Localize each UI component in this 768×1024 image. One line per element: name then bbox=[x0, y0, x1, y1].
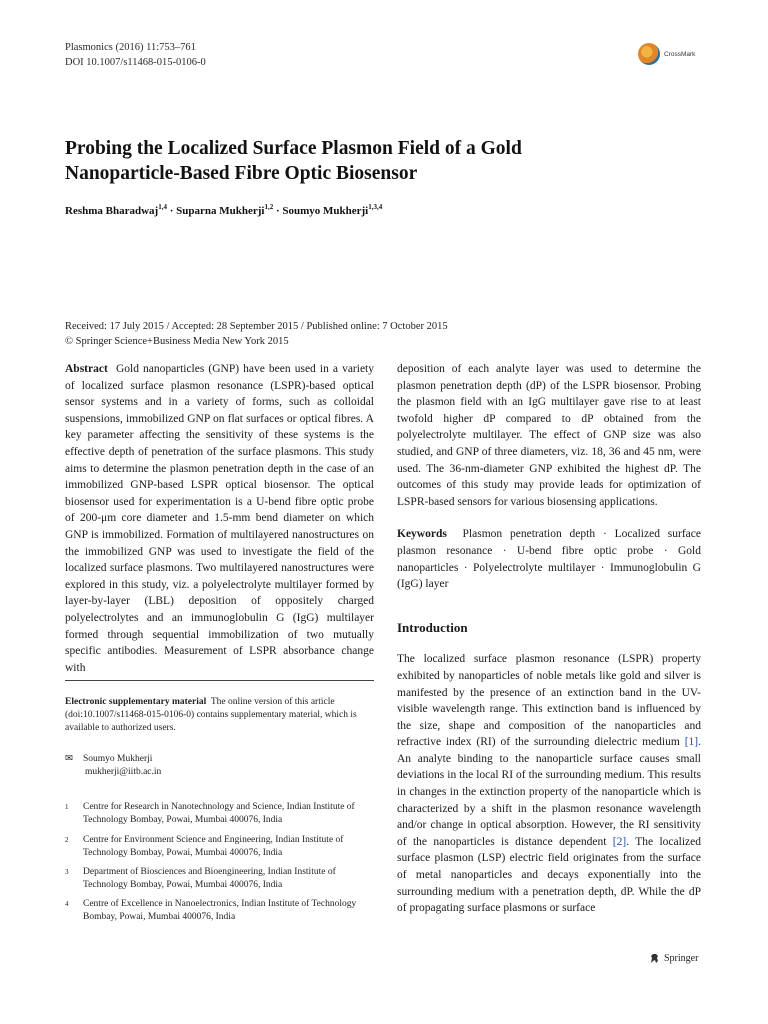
contact-email[interactable]: mukherji@iitb.ac.in bbox=[85, 767, 162, 777]
keywords-heading: Keywords bbox=[397, 528, 447, 541]
abstract-column bbox=[65, 361, 374, 676]
crossmark-label: CrossMark bbox=[664, 50, 696, 58]
springer-wordmark: Springer bbox=[664, 953, 699, 964]
journal-citation: Plasmonics (2016) 11:753–761 bbox=[65, 42, 196, 53]
doi-line: DOI 10.1007/s11468-015-0106-0 bbox=[65, 57, 206, 68]
affiliation-text: Centre for Research in Nanotechnology and Science, Indian Institute of Technology Bombay, Powai, Mumbai 400076, India bbox=[83, 802, 355, 825]
affiliation-text: Department of Biosciences and Bioengineering, Indian Institute of Technology Bombay, Powai, Mumbai 400076, India bbox=[83, 867, 336, 890]
keywords-body: Plasmon penetration depth · Localized surface plasmon resonance · U-bend fibre optic probe · Gold nanoparticles · Polyelectrolyte multilayer · Immunoglobulin G (IgG) layer bbox=[397, 528, 701, 591]
footnote-divider bbox=[65, 680, 374, 681]
publication-dates bbox=[65, 320, 448, 349]
abstract-body: Gold nanoparticles (GNP) have been used in a variety of localized surface plasmon resonance (LSPR)-based optical sensor systems and in a variety of forms, such as colloidal suspensions, immobilized GNP on flat surfaces or optical fibres. A key parameter affecting the sensitivity of these systems is the effective depth of penetration of the surface plasmons. This study aims to determine the plasmon penetration depth in the case of an immobilized GNP-based LSPR optical biosensor. The optical biosensor used for experimentation is a U-bend fibre optic probe of 200-μm core diameter and 1.5-mm bend diameter on which GNP is immobilized. Formation of multilayered nanostructures on the immobilized GNP was used to investigate the field of the localized surface plasmons. Two multilayered nanostructures were explored in this study, viz. a polyelectrolyte multilayer formed by layer-by-layer (LBL) deposition of oppositely charged polyelectrolytes and an immunoglobulin G (IgG) multilayer formed through sequential immobilization of two mutually specific antibodies. Measurement of LSPR absorbance change with bbox=[65, 363, 374, 674]
copyright-line: © Springer Science+Business Media New York 2015 bbox=[65, 335, 289, 347]
author-separator: · bbox=[273, 205, 283, 217]
esm-note bbox=[65, 696, 374, 735]
corresponding-author bbox=[65, 753, 161, 779]
title-line-2: Nanoparticle-Based Fibre Optic Biosensor bbox=[65, 163, 418, 184]
author-affiliation-sup: 1,3,4 bbox=[368, 203, 383, 211]
journal-header bbox=[65, 40, 206, 70]
intro-text-1: The localized surface plasmon resonance (LSPR) property exhibited by nanoparticles of noble metals like gold and silver is manifested by the presence of an extinction band in the UV-visible wavelength range. This extinction band is influenced by the size, shape and composition of the nanoparticles and refractive index (RI) of the surrounding dielectric medium bbox=[397, 653, 701, 749]
author-separator: · bbox=[166, 205, 177, 217]
abstract bbox=[65, 361, 374, 676]
received-accepted-line: Received: 17 July 2015 / Accepted: 28 September 2015 / Published online: 7 October 2015 bbox=[65, 321, 448, 332]
springer-logo bbox=[648, 952, 698, 965]
author-affiliation-sup: 1,4 bbox=[158, 203, 167, 211]
affiliation-number: 2 bbox=[65, 836, 69, 844]
contact-name: Soumyo Mukherji bbox=[83, 754, 153, 764]
affiliation-1 bbox=[65, 801, 374, 827]
esm-body: The online version of this article (doi:10.1007/s11468-015-0106-0) contains supplementary material, which is available to authorized users. bbox=[65, 697, 357, 733]
affiliation-3 bbox=[65, 866, 374, 892]
introduction-paragraph bbox=[397, 651, 701, 917]
abstract-continuation: deposition of each analyte layer was used to determine the plasmon penetration depth (dP) of the LSPR biosensor. Probing the plasmon field with an IgG multilayer gave rise to at least twofold higher dP compared to dP obtained from the polyelectrolyte multilayer. The effect of GNP size was also studied, and GNP of three diameters, viz. 18, 36 and 45 nm, were used. The 36-nm-diameter GNP exhibited the highest dP. The outcomes of this study may provide leads for optimization of LSPR-based sensors for various biosensing applications. bbox=[397, 363, 701, 508]
right-column bbox=[397, 361, 701, 917]
author-list bbox=[65, 203, 382, 217]
affiliation-text: Centre of Excellence in Nanoelectronics, Indian Institute of Technology Bombay, Powai, Mumbai 400076, India bbox=[83, 899, 357, 922]
envelope-icon: ✉ bbox=[65, 754, 73, 764]
author-name[interactable]: Suparna Mukherji bbox=[176, 205, 265, 217]
author-name[interactable]: Reshma Bharadwaj bbox=[65, 205, 159, 217]
article-title bbox=[65, 136, 685, 186]
introduction-heading: Introduction bbox=[397, 619, 468, 635]
intro-text-3: . The localized surface plasmon (LSP) electric field originates from the surface of metal nanoparticles and decays exponentially into the surrounding medium with a penetration depth, dP. While the dP of propagating surface plasmons or surface bbox=[397, 835, 701, 915]
affiliation-number: 3 bbox=[65, 868, 69, 876]
affiliation-text: Centre for Environment Science and Engineering, Indian Institute of Technology Bombay, Powai, Mumbai 400076, India bbox=[83, 835, 344, 858]
crossmark-badge[interactable] bbox=[638, 43, 695, 65]
author-name[interactable]: Soumyo Mukherji bbox=[282, 205, 369, 217]
springer-horse-icon bbox=[648, 952, 661, 965]
author-affiliation-sup: 1,2 bbox=[264, 203, 274, 211]
intro-text-2: . An analyte binding to the nanoparticle surface causes small deviations in the local RI of the surrounding medium. This results in changes in the extinction property of the nanoparticle which is characterized by a shift in the plasmon resonance wavelength and/or change in optical absorption. However, the RI sensitivity of the nanoparticles is distance dependent bbox=[397, 736, 702, 848]
affiliation-4 bbox=[65, 898, 374, 924]
title-line-1: Probing the Localized Surface Plasmon Field of a Gold bbox=[65, 138, 522, 159]
keywords bbox=[397, 526, 701, 592]
abstract-heading: Abstract bbox=[65, 363, 108, 375]
esm-heading: Electronic supplementary material bbox=[65, 697, 207, 707]
affiliation-number: 4 bbox=[65, 900, 69, 908]
affiliation-2 bbox=[65, 834, 374, 860]
citation-link[interactable]: [2] bbox=[612, 835, 627, 848]
affiliation-number: 1 bbox=[65, 803, 69, 811]
citation-link[interactable]: [1] bbox=[684, 736, 699, 749]
crossmark-icon bbox=[638, 43, 660, 65]
